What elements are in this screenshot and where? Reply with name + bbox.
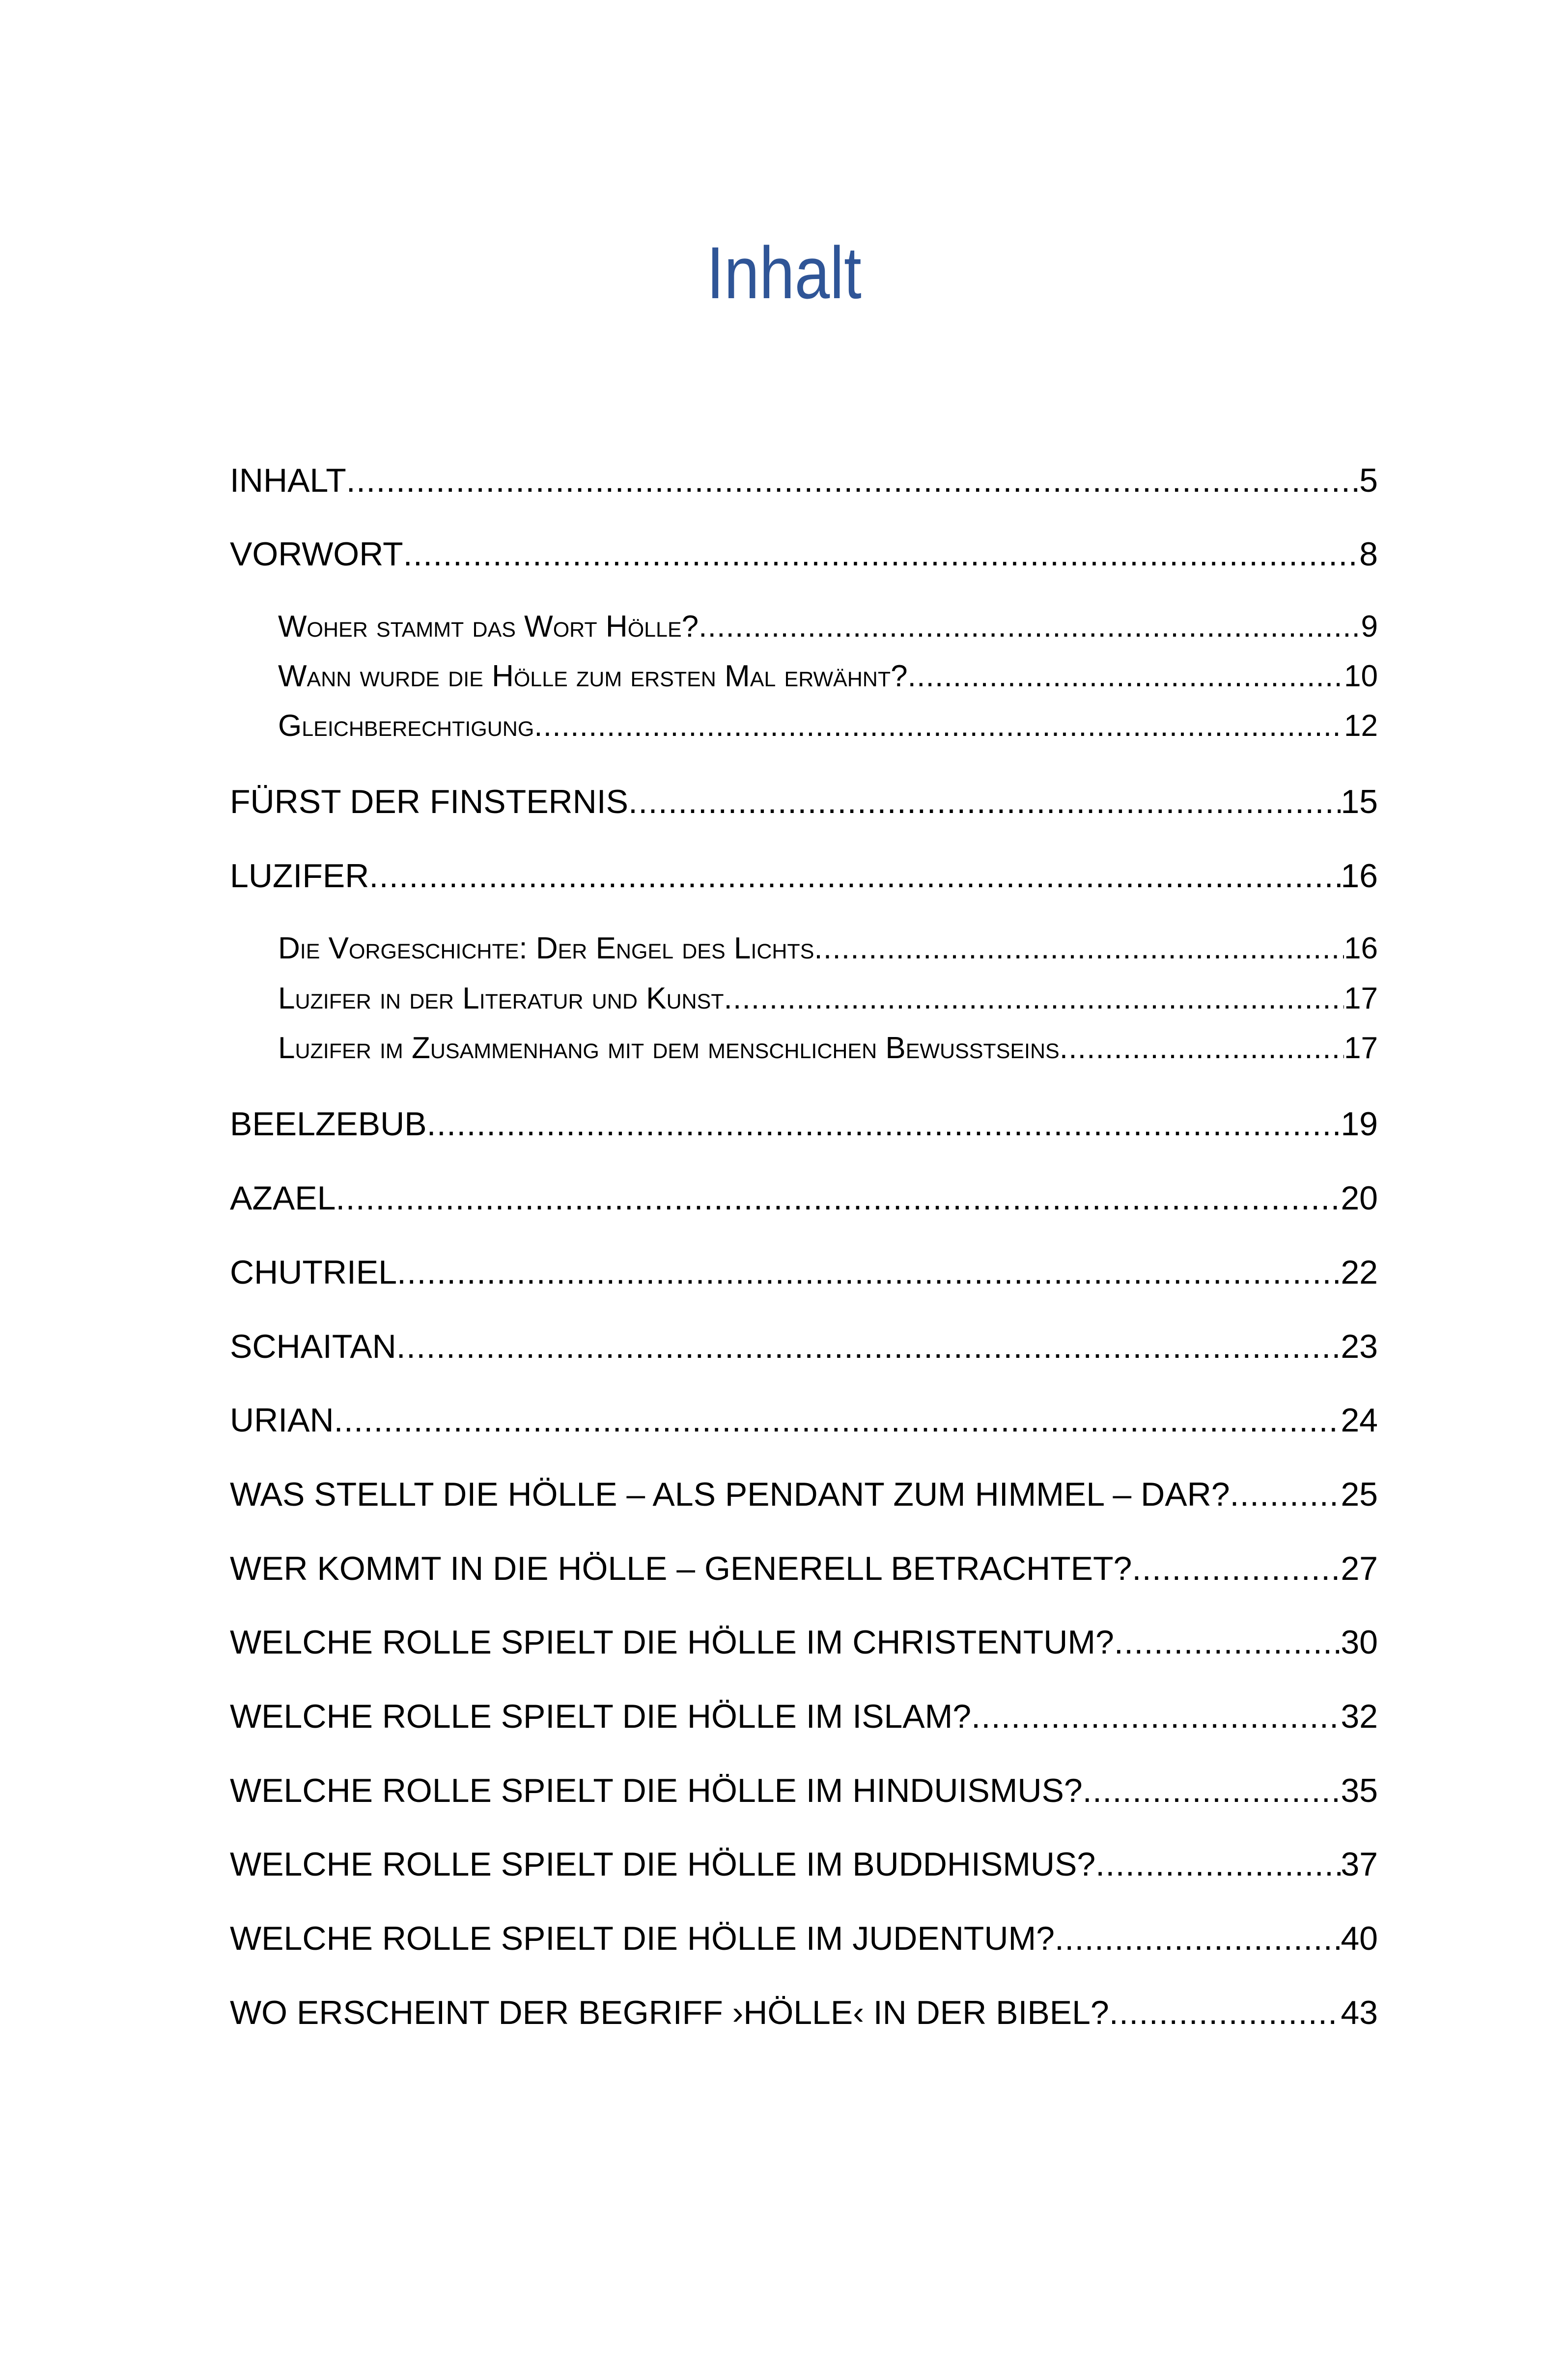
toc-entry[interactable] — [230, 457, 1378, 504]
toc-entry-title: VORWORT — [230, 535, 403, 573]
toc-page-number: 16 — [1344, 931, 1378, 965]
toc-leader-dots — [814, 927, 1344, 970]
toc-page-number: 15 — [1341, 783, 1378, 820]
toc-leader-dots — [1132, 1545, 1341, 1592]
toc-leader-dots — [427, 1100, 1341, 1148]
toc-entry-title: SCHAITAN — [230, 1328, 396, 1365]
toc-page-number: 9 — [1361, 610, 1378, 644]
toc-page-number: 25 — [1341, 1476, 1378, 1513]
toc-entry-title: WO ERSCHEINT DER BEGRIFF ›HÖLLE‹ IN DER BIBEL? — [230, 1994, 1109, 2031]
toc-entry[interactable] — [230, 1397, 1378, 1444]
toc-page-number: 43 — [1341, 1994, 1378, 2031]
toc-entry[interactable] — [230, 1323, 1378, 1370]
toc-entry[interactable] — [230, 1767, 1378, 1814]
toc-entry-title: WELCHE ROLLE SPIELT DIE HÖLLE IM HINDUISMUS? — [230, 1772, 1083, 1809]
toc-leader-dots — [1083, 1767, 1341, 1814]
toc-leader-dots — [1230, 1471, 1341, 1518]
toc-page-number: 24 — [1341, 1402, 1378, 1439]
toc-subentry[interactable] — [230, 605, 1378, 648]
toc-page-number: 19 — [1341, 1105, 1378, 1143]
toc-leader-dots — [534, 704, 1344, 748]
toc-entry-title: WER KOMMT IN DIE HÖLLE – GENERELL BETRACHTET? — [230, 1550, 1132, 1587]
toc-entry[interactable] — [230, 778, 1378, 825]
toc-page-number: 17 — [1344, 982, 1378, 1015]
toc-page-number: 35 — [1341, 1772, 1378, 1809]
toc-entry-title: INHALT — [230, 462, 346, 499]
toc-entry-title: WELCHE ROLLE SPIELT DIE HÖLLE IM BUDDHISMUS? — [230, 1846, 1096, 1883]
toc-page-number: 20 — [1341, 1179, 1378, 1217]
toc-page-number: 30 — [1341, 1624, 1378, 1661]
toc-leader-dots — [971, 1693, 1341, 1740]
toc-page-number: 37 — [1341, 1846, 1378, 1883]
toc-page-number: 27 — [1341, 1550, 1378, 1587]
toc-entry-title: AZAEL — [230, 1179, 336, 1217]
toc-entry-title: WELCHE ROLLE SPIELT DIE HÖLLE IM CHRISTENTUM? — [230, 1624, 1114, 1661]
toc-entry-title: Wann wurde die Hölle zum ersten Mal erwähnt? — [278, 659, 908, 693]
toc-entry[interactable] — [230, 852, 1378, 899]
toc-leader-dots — [346, 457, 1359, 504]
toc-entry[interactable] — [230, 1915, 1378, 1962]
toc-entry-title: Luzifer im Zusammenhang mit dem menschlichen Bewusstseins — [278, 1031, 1060, 1065]
toc-leader-dots — [396, 1323, 1341, 1370]
toc-page-number: 32 — [1341, 1698, 1378, 1735]
toc-entry[interactable] — [230, 1989, 1378, 2036]
toc-page-number: 16 — [1341, 857, 1378, 895]
toc-leader-dots — [369, 852, 1341, 899]
toc-subentry[interactable] — [230, 1027, 1378, 1070]
toc-entry-title: Woher stammt das Wort Hölle? — [278, 610, 699, 644]
toc-entry[interactable] — [230, 1175, 1378, 1222]
toc-entry-title: WELCHE ROLLE SPIELT DIE HÖLLE IM ISLAM? — [230, 1698, 972, 1735]
toc-page-number: 10 — [1344, 659, 1378, 693]
toc-page-number: 40 — [1341, 1920, 1378, 1957]
toc-entry[interactable] — [230, 1693, 1378, 1740]
toc-entry[interactable] — [230, 531, 1378, 578]
toc-leader-dots — [403, 531, 1360, 578]
toc-leader-dots — [908, 655, 1344, 698]
toc-entry-title: WAS STELLT DIE HÖLLE – ALS PENDANT ZUM HIMMEL – DAR? — [230, 1476, 1230, 1513]
toc-entry-title: Luzifer in der Literatur und Kunst — [278, 982, 724, 1015]
toc-leader-dots — [334, 1397, 1341, 1444]
toc-entry[interactable] — [230, 1545, 1378, 1592]
toc-page-number: 17 — [1344, 1031, 1378, 1065]
toc-entry[interactable] — [230, 1249, 1378, 1296]
toc-subentry[interactable] — [230, 704, 1378, 748]
toc-leader-dots — [1095, 1841, 1341, 1888]
toc-leader-dots — [336, 1175, 1341, 1222]
toc-entry-title: BEELZEBUB — [230, 1105, 427, 1143]
toc-entry-title: WELCHE ROLLE SPIELT DIE HÖLLE IM JUDENTUM? — [230, 1920, 1055, 1957]
toc-leader-dots — [628, 778, 1341, 825]
toc-entry[interactable] — [230, 1619, 1378, 1666]
toc-entry-title: FÜRST DER FINSTERNIS — [230, 783, 629, 820]
toc-page-number: 8 — [1359, 535, 1378, 573]
toc-page-number: 5 — [1359, 462, 1378, 499]
toc-leader-dots — [1109, 1989, 1341, 2036]
toc-leader-dots — [1114, 1619, 1341, 1666]
toc-page-number: 12 — [1344, 709, 1378, 743]
toc-entry-title: Gleichberechtigung — [278, 709, 534, 743]
toc-leader-dots — [397, 1249, 1341, 1296]
toc-entry[interactable] — [230, 1471, 1378, 1518]
toc-entry-title: CHUTRIEL — [230, 1254, 397, 1291]
page-title: Inhalt — [706, 231, 862, 314]
toc-subentry[interactable] — [230, 927, 1378, 970]
toc-subentry[interactable] — [230, 977, 1378, 1020]
toc-leader-dots — [699, 605, 1361, 648]
toc-entry-title: URIAN — [230, 1402, 334, 1439]
toc-leader-dots — [1060, 1027, 1344, 1070]
toc-leader-dots — [1055, 1915, 1341, 1962]
toc-page-number: 23 — [1341, 1328, 1378, 1365]
toc-entry-title: LUZIFER — [230, 857, 369, 895]
table-of-contents — [230, 0, 1378, 2358]
toc-entry[interactable] — [230, 1100, 1378, 1148]
toc-subentry[interactable] — [230, 655, 1378, 698]
toc-entry-title: Die Vorgeschichte: Der Engel des Lichts — [278, 931, 814, 965]
toc-entry[interactable] — [230, 1841, 1378, 1888]
toc-leader-dots — [724, 977, 1344, 1020]
toc-page-number: 22 — [1341, 1254, 1378, 1291]
